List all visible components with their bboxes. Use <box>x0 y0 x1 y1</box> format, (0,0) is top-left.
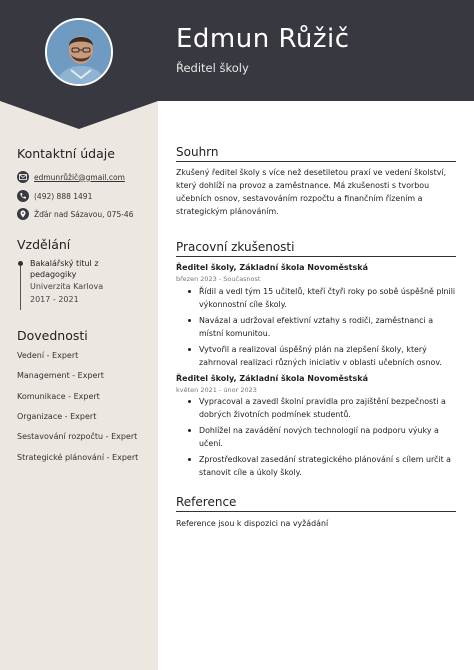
skill-item: Management - Expert <box>17 371 104 380</box>
job-title: Ředitel školy, Základní škola Novoměstská <box>176 263 368 272</box>
skill-item: Organizace - Expert <box>17 412 97 421</box>
contact-email-row[interactable] <box>17 170 125 184</box>
education-entry <box>20 258 154 306</box>
person-role: Ředitel školy <box>176 61 249 75</box>
job-bullet: Zprostředkoval zasedání strategického plánování s cílem určit a stanovit cíle a úkoly školy. <box>186 453 456 479</box>
education-school: Univerzita Karlova <box>30 282 104 291</box>
summary-text <box>176 166 456 218</box>
education-heading: Vzdělání <box>17 237 71 252</box>
contact-email[interactable]: edmunrůžič@gmail.com <box>34 172 125 182</box>
education-bullet <box>18 261 23 266</box>
reference-divider <box>176 511 456 512</box>
summary-line: učebních osnov, sestavováním rozpočtu a finančním řízením a <box>176 194 423 203</box>
phone-icon <box>17 190 29 202</box>
job-bullet: Navázal a udržoval efektivní vztahy s rodiči, zaměstnanci a místní komunitou. <box>186 314 456 340</box>
avatar <box>45 18 113 86</box>
skill-item: Vedení - Expert <box>17 351 79 360</box>
summary-line: Zkušený ředitel školy s více než desetiletou praxí ve vedení školství, <box>176 168 447 177</box>
skills-heading: Dovednosti <box>17 328 88 343</box>
reference-text: Reference jsou k dispozici na vyžádání <box>176 519 329 528</box>
contact-address-row <box>17 207 133 221</box>
summary-divider <box>176 161 456 162</box>
sidebar <box>0 101 158 670</box>
skill-item: Strategické plánování - Expert <box>17 453 139 462</box>
envelope-icon <box>17 171 29 183</box>
job-dates: květen 2021 - únor 2023 <box>176 386 257 394</box>
experience-divider <box>176 256 456 257</box>
header-chevron <box>0 100 158 130</box>
job-bullets <box>186 285 456 372</box>
person-name: Edmun Růžič <box>176 24 350 54</box>
summary-heading: Souhrn <box>176 145 219 159</box>
experience-heading: Pracovní zkušenosti <box>176 240 295 254</box>
education-timeline <box>20 262 21 310</box>
contact-phone: (492) 888 1491 <box>34 191 93 201</box>
reference-heading: Reference <box>176 495 237 509</box>
education-years: 2017 - 2021 <box>30 295 79 304</box>
skill-item: Sestavování rozpočtu - Expert <box>17 432 138 441</box>
job-dates: březen 2023 - Současnost <box>176 275 261 283</box>
job-bullet: Dohlížel na zavádění nových technologií na podporu výuky a učení. <box>186 424 456 450</box>
contact-phone-row <box>17 189 92 203</box>
contact-heading: Kontaktní údaje <box>17 146 115 161</box>
summary-line: strategickým plánováním. <box>176 207 279 216</box>
location-pin-icon <box>17 208 29 220</box>
job-bullet: Vypracoval a zavedl školní pravidla pro zajištění bezpečnosti a dobrých životních podmínek studentů. <box>186 395 456 421</box>
education-degree-line1: Bakalářský titul z <box>30 259 99 268</box>
job-bullets <box>186 395 456 482</box>
job-title: Ředitel školy, Základní škola Novoměstská <box>176 374 368 383</box>
education-degree-line2: pedagogiky <box>30 270 77 279</box>
contact-address: Žďár nad Sázavou, 075-46 <box>34 209 134 219</box>
job-bullet: Řídil a vedl tým 15 učitelů, kteří čtyři roky po sobě úspěšně plnili výkonnostní cíle školy. <box>186 285 456 311</box>
summary-line: který dohlíží na provoz a zaměstnance. Má zkušenosti s tvorbou <box>176 181 430 190</box>
job-bullet: Vytvořil a realizoval úspěšný plán na zlepšení školy, který zahrnoval realizaci různých iniciativ v oblasti učebních osnov. <box>186 343 456 369</box>
skill-item: Komunikace - Expert <box>17 392 100 401</box>
